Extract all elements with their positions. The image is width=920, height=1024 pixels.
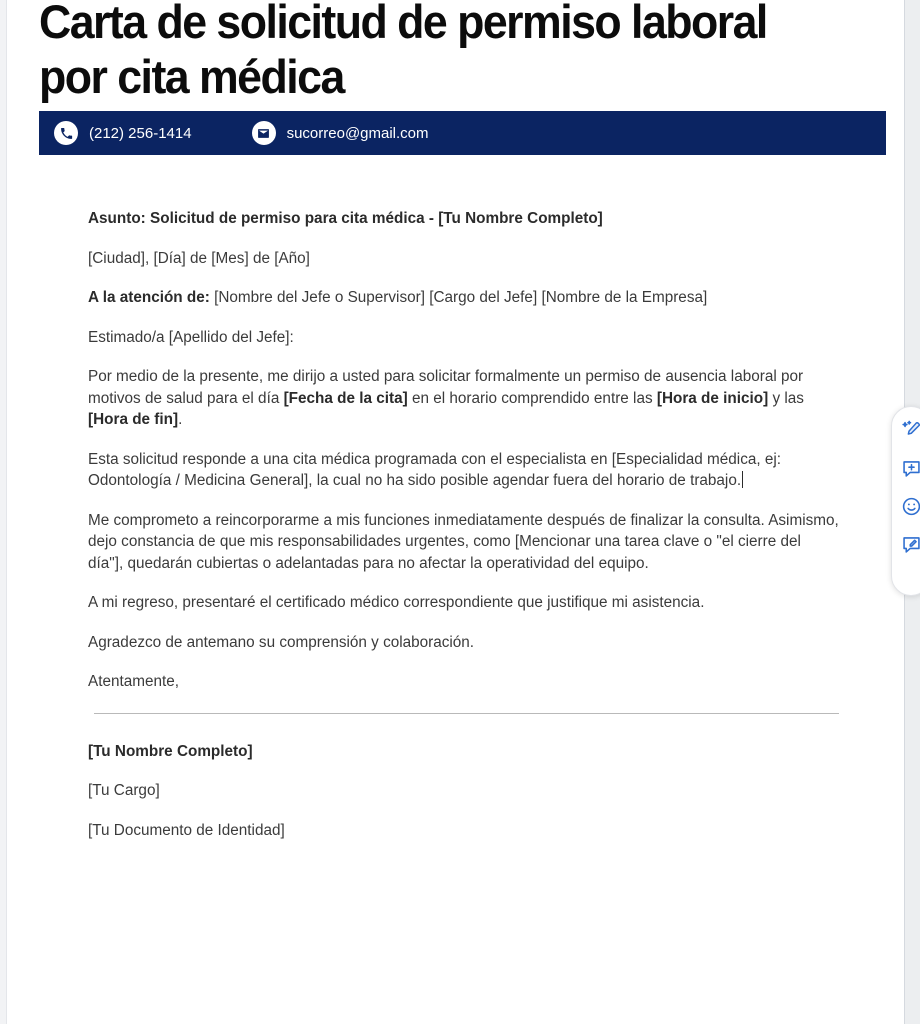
add-comment-icon (901, 458, 920, 479)
paragraph-3: Me comprometo a reincorporarme a mis funciones inmediatamente después de finalizar la consulta. Asimismo, dejo constancia de que mis responsabilidades urgentes, como [Mencionar una tarea clave o "el cierre del día"], quedarán cubiertas o adelantadas para no afectar la operatividad del equipo. (88, 511, 839, 572)
add-comment-button[interactable] (898, 455, 920, 481)
attention-value: [Nombre del Jefe o Supervisor] [Cargo del Jefe] [Nombre de la Empresa] (209, 289, 708, 306)
subject-line: Asunto: Solicitud de permiso para cita médica - [Tu Nombre Completo] (88, 210, 603, 227)
paragraph-2-text: Esta solicitud responde a una cita médica programada con el especialista en [Especialidad médica, ej: Odontología / Medicina General], la cual no ha sido posible agendar fuera del horario de trabajo. (88, 450, 782, 489)
phone-icon (54, 121, 78, 145)
contact-phone (54, 121, 192, 145)
p1-bold-date: [Fecha de la cita] (283, 389, 408, 407)
ai-assist-icon (901, 420, 920, 441)
left-page-gutter (0, 0, 7, 1024)
emoji-reaction-button[interactable] (898, 493, 920, 519)
p1-bold-end-time: [Hora de fin] (88, 411, 179, 428)
contact-email (252, 121, 429, 145)
attention-label: A la atención de: (88, 289, 210, 306)
document-page (7, 0, 905, 1024)
email-address-text: sucorreo@gmail.com (286, 124, 429, 142)
signature-id: [Tu Documento de Identidad] (88, 821, 285, 839)
salutation-line: Estimado/a [Apellido del Jefe]: (88, 328, 294, 346)
p1-text-3: y las (768, 389, 804, 407)
closing-line: Atentamente, (88, 673, 179, 690)
letter-body (88, 208, 840, 859)
paragraph-5: Agradezco de antemano su comprensión y colaboración. (88, 633, 475, 651)
page-title: Carta de solicitud de permiso laboral por cita médica (39, 0, 767, 103)
edit-comment-icon (901, 534, 920, 555)
p1-text-4: . (178, 411, 183, 428)
signature-role: [Tu Cargo] (88, 782, 160, 799)
contact-bar (39, 111, 886, 155)
envelope-icon (252, 121, 276, 145)
paragraph-4: A mi regreso, presentaré el certificado médico correspondiente que justifique mi asistencia. (88, 594, 705, 611)
text-cursor (742, 471, 743, 488)
p1-bold-start-time: [Hora de inicio] (656, 389, 769, 407)
paragraph-2 (88, 449, 840, 492)
ai-assist-button[interactable] (898, 417, 920, 443)
attention-line (88, 287, 840, 309)
date-line: [Ciudad], [Día] de [Mes] de [Año] (88, 249, 310, 267)
p1-text-2: en el horario comprendido entre las (407, 389, 657, 407)
edit-comment-button[interactable] (898, 531, 920, 557)
paragraph-1 (88, 366, 840, 431)
floating-side-toolbar (891, 406, 920, 596)
phone-number-text: (212) 256-1414 (89, 124, 192, 142)
signature-name: [Tu Nombre Completo] (88, 742, 253, 760)
emoji-reaction-icon (901, 496, 920, 517)
p1-text-1: Por medio de la presente, me dirijo a usted para solicitar formalmente un permiso de ausencia laboral por motivos de salud para el día (88, 368, 804, 407)
signature-divider (94, 713, 839, 714)
